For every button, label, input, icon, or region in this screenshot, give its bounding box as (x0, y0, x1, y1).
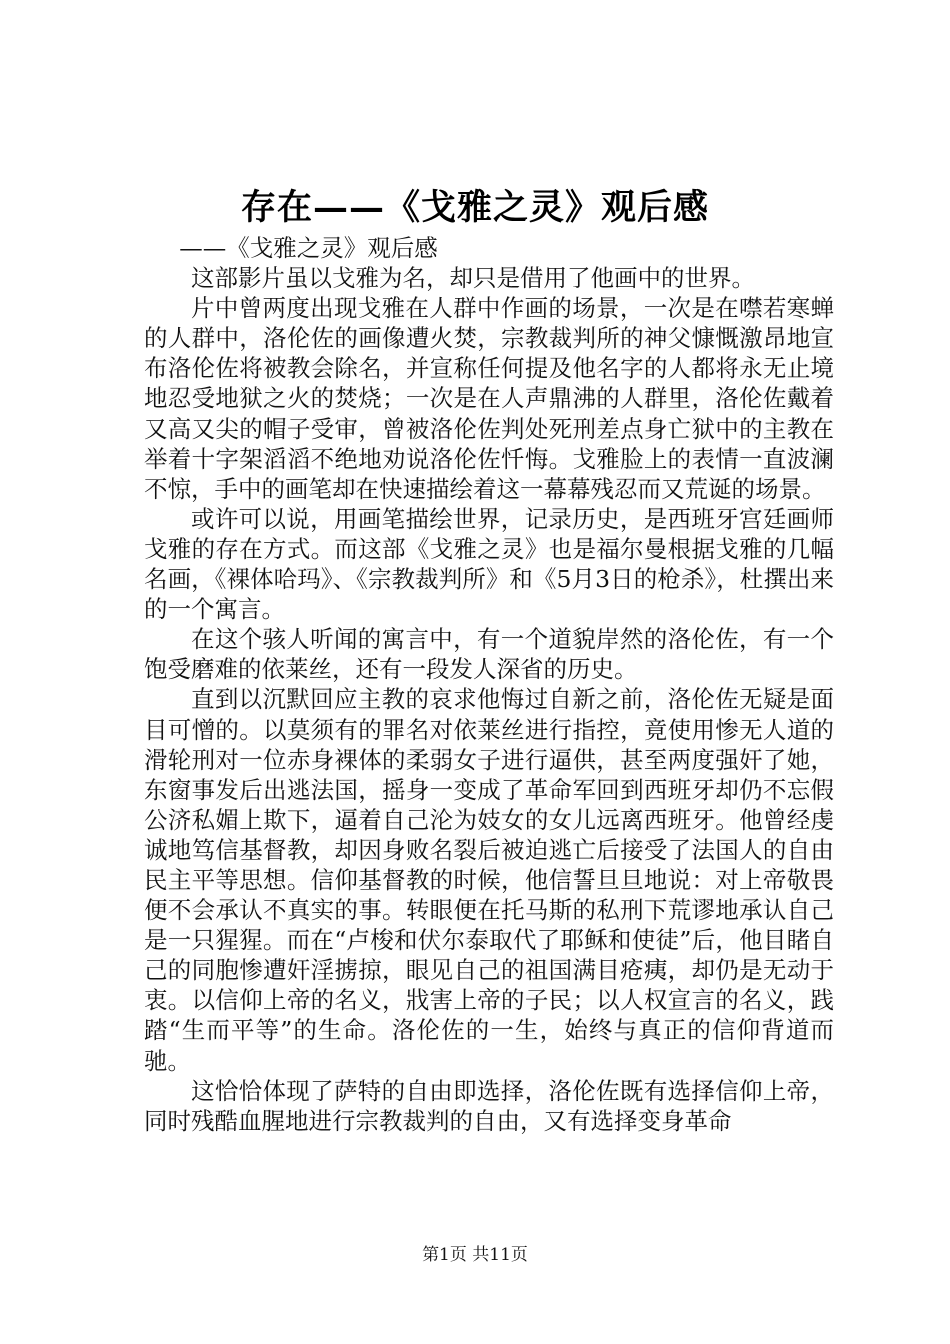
page-footer: 第1页 共11页 (422, 1245, 528, 1265)
body-paragraph: 在这个骇人听闻的寓言中，有一个道貌岸然的洛伦佐，有一个饱受磨难的依莱丝，还有一段发人深省的历史。 (144, 625, 834, 684)
body-paragraph: 或许可以说，用画笔描绘世界，记录历史，是西班牙宫廷画师戈雅的存在方式。而这部《戈雅之灵》也是福尔曼根据戈雅的几幅名画，《裸体哈玛》、《宗教裁判所》和《5月3日的枪杀》，杜撰出来的一个寓言。 (144, 504, 834, 624)
body-paragraph: 这恰恰体现了萨特的自由即选择，洛伦佐既有选择信仰上帝，同时残酷血腥地进行宗教裁判的自由，又有选择变身革命 (144, 1076, 834, 1135)
subtitle-paragraph: ——《戈雅之灵》观后感 (179, 234, 438, 262)
document-body (144, 233, 834, 1136)
body-paragraph: 这部影片虽以戈雅为名，却只是借用了他画中的世界。 (191, 264, 755, 293)
body-paragraph: 直到以沉默回应主教的哀求他悔过自新之前，洛伦佐无疑是面目可憎的。以莫须有的罪名对依莱丝进行指控，竟使用惨无人道的滑轮刑对一位赤身裸体的柔弱女子进行逼供，甚至两度强奸了她，东窗事发后出逃法国，摇身一变成了革命军回到西班牙却仍不忘假公济私媚上欺下，逼着自己沦为妓女的女儿远离西班牙。他曾经虔诚地笃信基督教，却因身败名裂后被迫逃亡后接受了法国人的自由民主平等思想。信仰基督教的时候，他信誓旦旦地说：对上帝敬畏便不会承认不真实的事。转眼便在托马斯的私刑下荒谬地承认自己是一只猩猩。而在“卢梭和伏尔泰取代了耶稣和使徒”后，他目睹自己的同胞惨遭奸淫掳掠，眼见自己的祖国满目疮痍，却仍是无动于衷。以信仰上帝的名义，戕害上帝的子民；以人权宣言的名义，践踏“生而平等”的生命。洛伦佐的一生，始终与真正的信仰背道而驰。 (144, 685, 834, 1075)
document-title: 存在——《戈雅之灵》观后感 (240, 187, 709, 228)
body-paragraph: 片中曾两度出现戈雅在人群中作画的场景，一次是在噤若寒蝉的人群中，洛伦佐的画像遭火焚，宗教裁判所的神父慷慨激昂地宣布洛伦佐将被教会除名，并宣称任何提及他名字的人都将永无止境地忍受地狱之火的焚烧；一次是在人声鼎沸的人群里，洛伦佐戴着又高又尖的帽子受审，曾被洛伦佐判处死刑差点身亡狱中的主教在举着十字架滔滔不绝地劝说洛伦佐忏悔。戈雅脸上的表情一直波澜不惊，手中的画笔却在快速描绘着这一幕幕残忍而又荒诞的场景。 (144, 294, 834, 503)
